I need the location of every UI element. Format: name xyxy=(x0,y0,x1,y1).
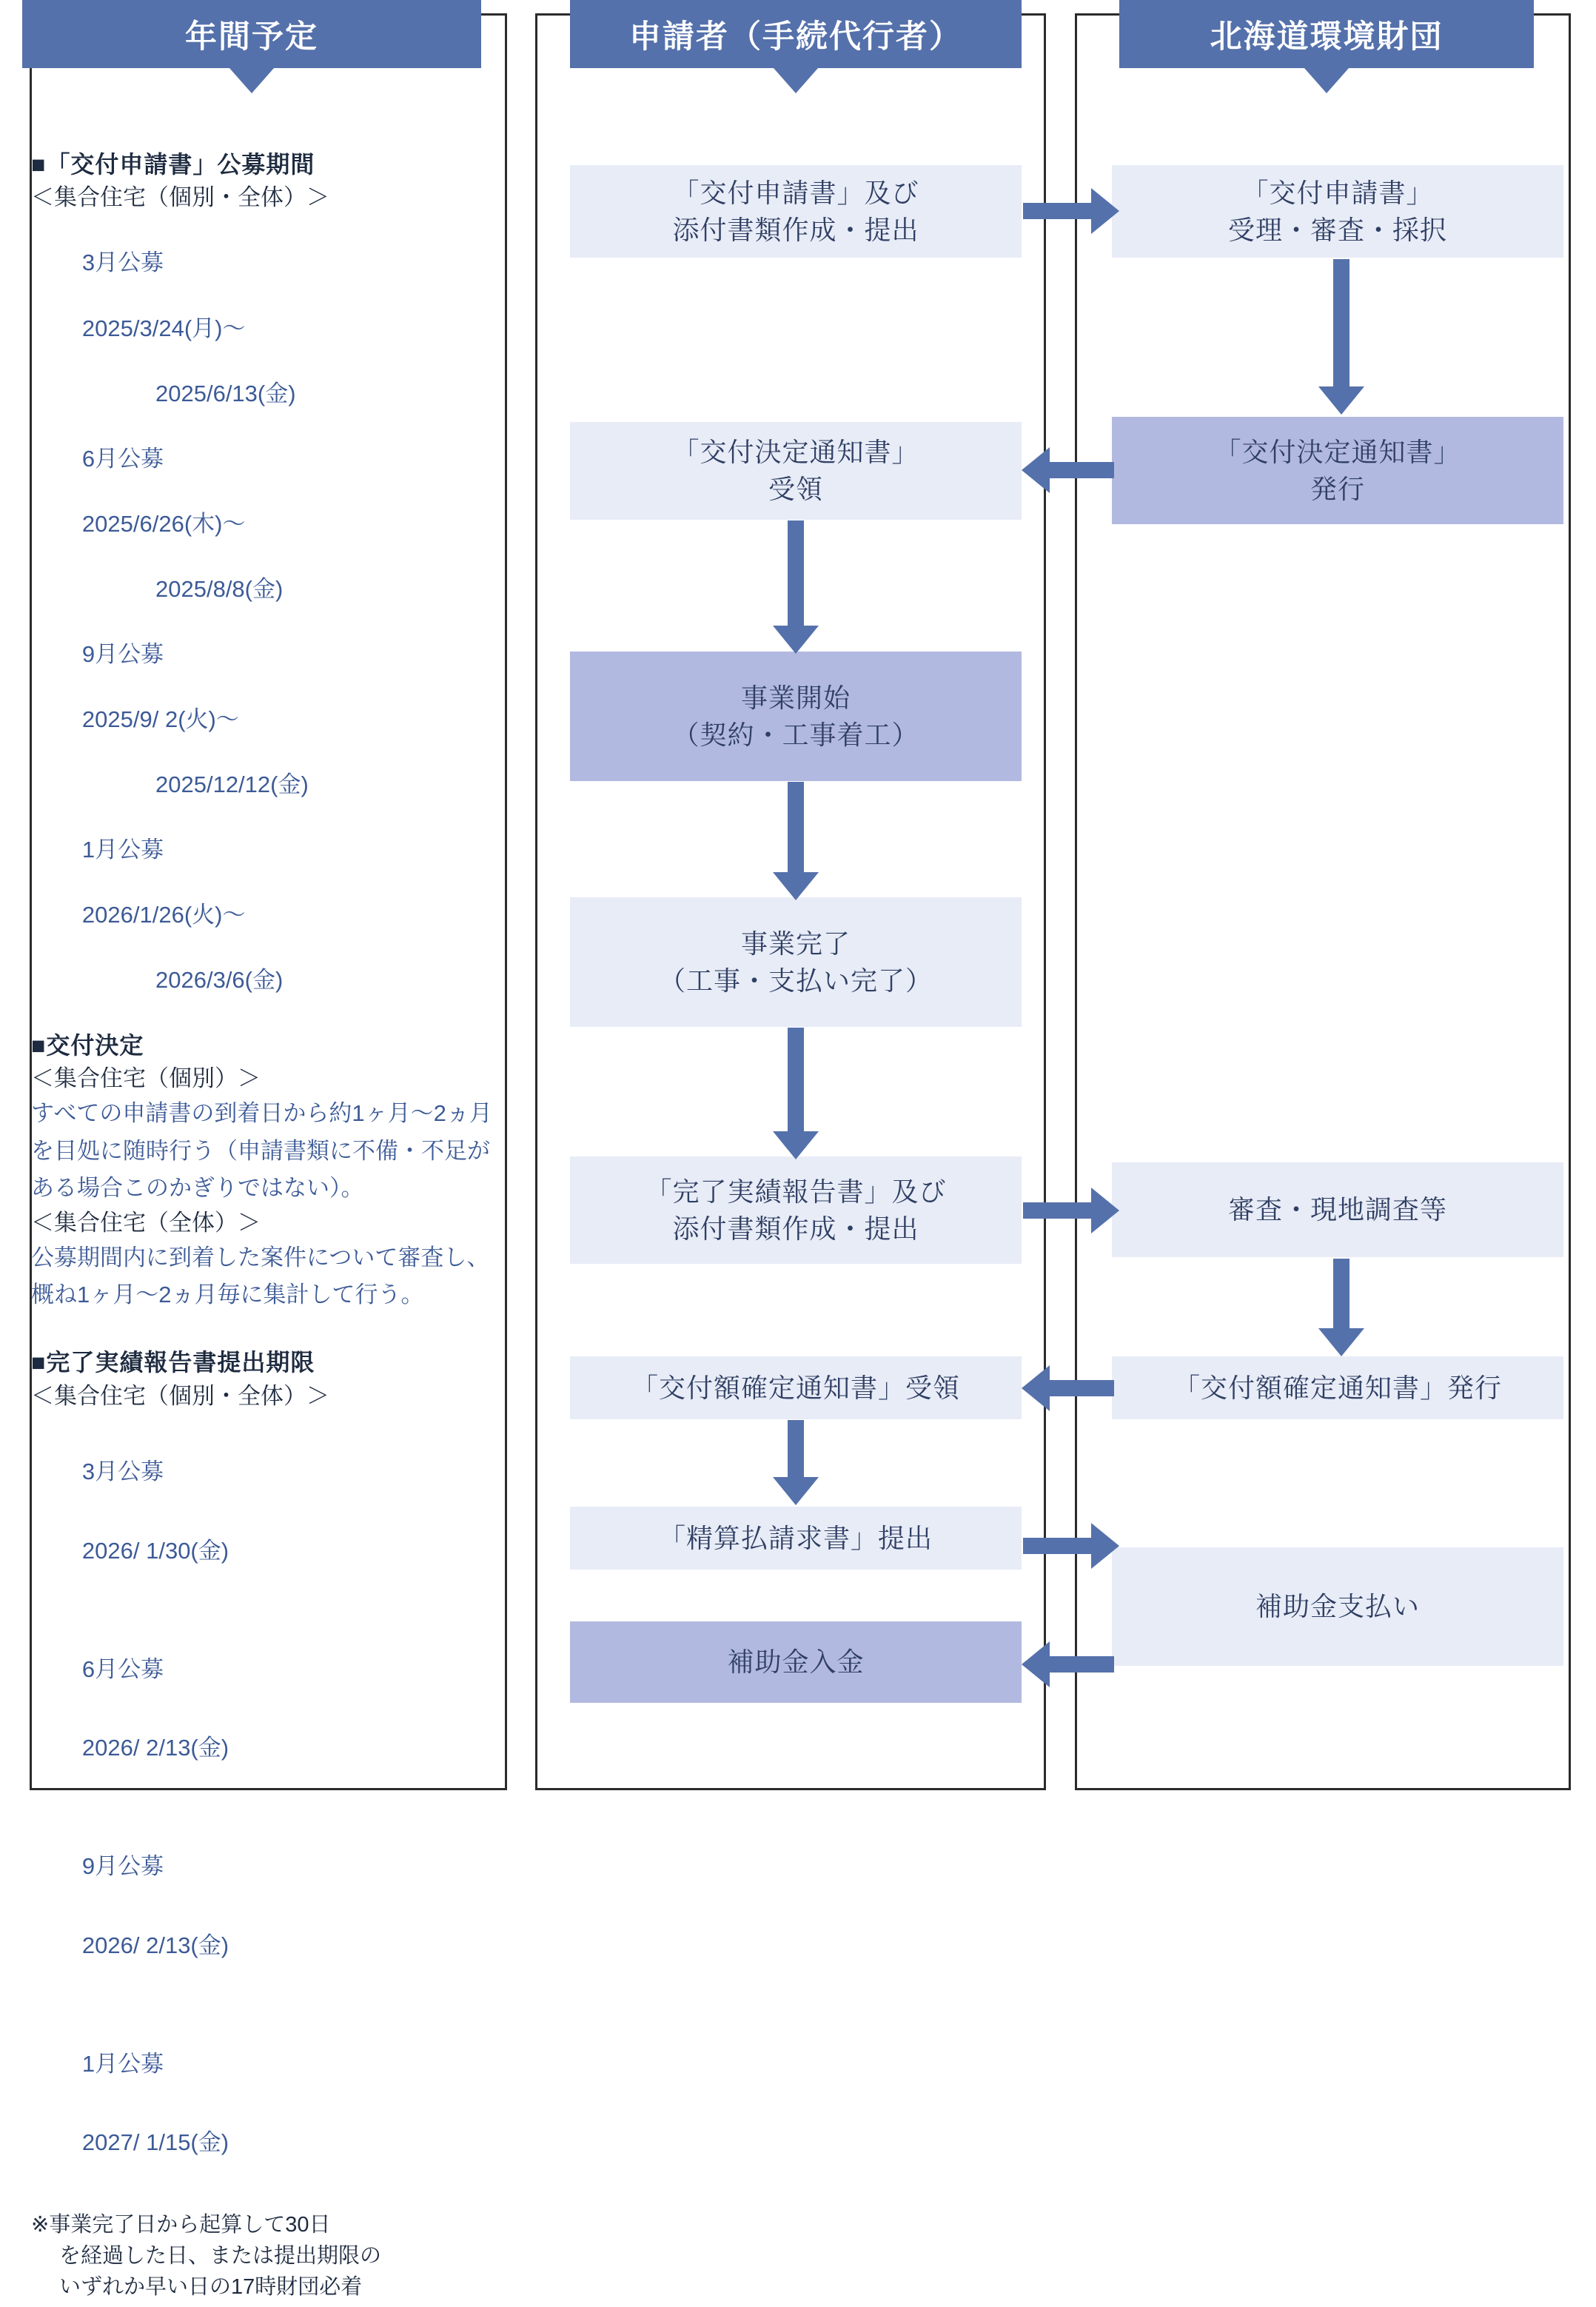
banner-tail-icon xyxy=(1304,68,1349,93)
flow-box-receive-amount-line1: 「交付額確定通知書」受領 xyxy=(631,1372,960,1403)
flow-box-receive-decision-line1: 「交付決定通知書」 xyxy=(672,437,919,468)
flow-box-accept-review-line1: 「交付申請書」 xyxy=(1241,177,1434,208)
period-row xyxy=(31,606,505,769)
deadline-note xyxy=(31,2209,505,2303)
deadline-row xyxy=(31,1807,505,2005)
flow-box-project-start-line1: 事業開始 xyxy=(740,682,851,713)
arrow-project-start-to-complete xyxy=(766,782,825,900)
period-row xyxy=(31,801,505,964)
period-label: 3月公募 xyxy=(81,250,164,276)
deadline-value: 2026/ 1/30(金) xyxy=(81,1537,229,1564)
flow-box-project-start-line2: （契約・工事着工） xyxy=(672,719,919,750)
banner-tail-icon xyxy=(774,68,818,93)
flow-box-project-complete-line1: 事業完了 xyxy=(740,928,851,959)
deadline-note-line2: を経過した日、または提出期限の xyxy=(59,2244,382,2269)
column-header-schedule-label: 年間予定 xyxy=(185,19,318,55)
flow-box-site-inspection-line1: 審査・現地調査等 xyxy=(1227,1194,1447,1225)
flow-box-apply-submit-line1: 「交付申請書」及び xyxy=(672,177,919,208)
arrow-receive-amount-to-invoice xyxy=(766,1420,825,1505)
deadline-row xyxy=(31,1413,505,1610)
arrow-issue-decision-to-receive xyxy=(1022,444,1114,496)
section3-heading: ■完了実績報告書提出期限 xyxy=(31,1349,315,1376)
flow-box-receive-decision xyxy=(570,422,1022,520)
flow-box-report-submit xyxy=(570,1156,1022,1264)
period-row-cont: 2025/6/13(金) xyxy=(155,380,296,406)
flow-box-accept-review xyxy=(1112,165,1563,258)
spacer xyxy=(31,1001,505,1029)
deadline-note-line3: いずれか早い日の17時財団必着 xyxy=(59,2275,363,2300)
arrow-receive-to-project-start xyxy=(766,520,825,654)
arrow-issue-amount-to-receive-amount xyxy=(1022,1364,1114,1413)
flow-box-project-complete-line2: （工事・支払い完了） xyxy=(658,965,933,996)
period-value: 2025/6/26(木)〜 xyxy=(81,510,246,537)
flow-box-subsidy-payment-line1: 補助金支払い xyxy=(1255,1591,1420,1622)
arrow-inspection-to-issue-amount xyxy=(1312,1259,1371,1356)
section2-para1: すべての申請書の到着日から約1ヶ月〜2ヵ月を目処に随時行う（申請書類に不備・不足がある場合このかぎりではない）。 xyxy=(31,1100,492,1201)
period-label: 9月公募 xyxy=(81,640,164,667)
section2-para2: 公募期間内に到着した案件について審査し、概ね1ヶ月〜2ヵ月毎に集計して行う。 xyxy=(31,1244,490,1308)
arrow-apply-to-accept xyxy=(1023,185,1119,237)
section1-heading: ■「交付申請書」公募期間 xyxy=(31,151,315,178)
arrow-invoice-to-payment xyxy=(1023,1521,1119,1570)
schedule-section-report-deadline xyxy=(31,1346,505,2303)
period-value: 2025/9/ 2(火)〜 xyxy=(81,706,239,732)
banner-tail-icon xyxy=(229,68,274,93)
flow-box-issue-decision-line1: 「交付決定通知書」 xyxy=(1214,436,1461,467)
schedule-section-application-period xyxy=(31,148,505,997)
flow-box-report-submit-line1: 「完了実績報告書」及び xyxy=(645,1176,947,1207)
column-header-foundation xyxy=(1119,0,1534,68)
arrow-payment-to-received xyxy=(1022,1640,1114,1689)
arrow-report-to-inspection xyxy=(1023,1185,1119,1236)
period-row-cont: 2026/3/6(金) xyxy=(155,966,284,993)
section1-subheading: ＜集合住宅（個別・全体）＞ xyxy=(31,184,329,211)
flow-box-issue-decision-line2: 発行 xyxy=(1310,473,1365,504)
period-label: 6月公募 xyxy=(81,445,164,472)
schedule-text-panel xyxy=(31,148,505,2307)
column-header-foundation-label: 北海道環境財団 xyxy=(1210,19,1444,55)
section3-subheading: ＜集合住宅（個別・全体）＞ xyxy=(31,1382,329,1409)
flow-box-project-complete xyxy=(570,897,1022,1027)
flow-box-project-start xyxy=(570,652,1022,781)
flow-box-accept-review-line2: 受理・審査・採択 xyxy=(1227,214,1447,245)
deadline-label: 3月公募 xyxy=(81,1459,164,1485)
section2-sub1: ＜集合住宅（個別）＞ xyxy=(31,1065,261,1092)
flow-box-apply-submit xyxy=(570,165,1022,258)
flow-box-invoice-submit-line1: 「精算払請求書」提出 xyxy=(658,1522,933,1553)
flow-box-receive-amount xyxy=(570,1356,1022,1419)
period-row xyxy=(31,214,505,377)
period-row-cont: 2025/8/8(金) xyxy=(155,575,284,602)
deadline-value: 2027/ 1/15(金) xyxy=(81,2129,229,2156)
spacer xyxy=(31,1318,505,1346)
column-header-applicant-label: 申請者（手続代行者） xyxy=(629,19,962,55)
arrow-accept-to-issue-decision xyxy=(1312,259,1371,415)
flow-box-subsidy-received xyxy=(570,1621,1022,1703)
flow-box-report-submit-line2: 添付書類作成・提出 xyxy=(672,1213,919,1244)
flow-box-issue-amount-line1: 「交付額確定通知書」発行 xyxy=(1173,1372,1502,1403)
deadline-note-line1: ※事業完了日から起算して30日 xyxy=(31,2213,331,2237)
section2-sub2: ＜集合住宅（全体）＞ xyxy=(31,1209,261,1236)
flow-box-invoice-submit xyxy=(570,1507,1022,1570)
period-row-cont: 2025/12/12(金) xyxy=(155,771,309,797)
flow-box-subsidy-payment xyxy=(1112,1547,1563,1666)
period-label: 1月公募 xyxy=(81,836,164,863)
period-value: 2026/1/26(火)〜 xyxy=(81,901,246,928)
deadline-label: 1月公募 xyxy=(81,2050,164,2077)
flow-box-subsidy-received-line1: 補助金入金 xyxy=(727,1647,865,1678)
flow-box-issue-amount xyxy=(1112,1356,1563,1419)
deadline-row xyxy=(31,1610,505,1807)
deadline-label: 9月公募 xyxy=(81,1853,164,1880)
deadline-value: 2026/ 2/13(金) xyxy=(81,1932,229,1958)
column-header-applicant xyxy=(570,0,1022,68)
arrow-complete-to-report xyxy=(766,1028,825,1159)
deadline-label: 6月公募 xyxy=(81,1655,164,1682)
deadline-value: 2026/ 2/13(金) xyxy=(81,1735,229,1761)
deadline-row xyxy=(31,2005,505,2203)
column-header-schedule xyxy=(22,0,481,68)
flow-box-issue-decision xyxy=(1112,417,1563,524)
section2-heading: ■交付決定 xyxy=(31,1031,144,1059)
flow-box-site-inspection xyxy=(1112,1162,1563,1257)
schedule-section-grant-decision xyxy=(31,1029,505,1314)
period-value: 2025/3/24(月)〜 xyxy=(81,315,246,341)
period-row xyxy=(31,410,505,573)
flow-box-apply-submit-line2: 添付書類作成・提出 xyxy=(672,214,919,245)
flow-box-receive-decision-line2: 受領 xyxy=(768,474,823,504)
